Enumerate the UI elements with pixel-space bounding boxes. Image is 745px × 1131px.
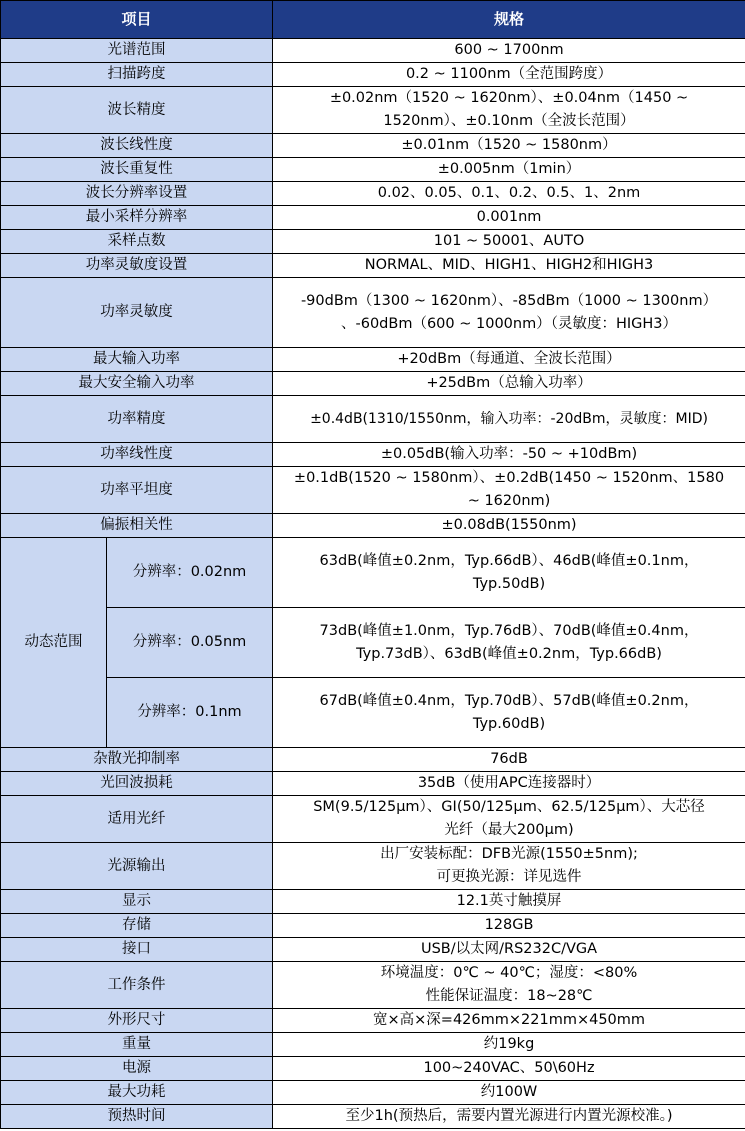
row-value: ±0.4dB(1310/1550nm，输入功率：-20dBm，灵敏度：MID) [273,396,745,443]
sub-label: 分辨率：0.05nm [107,608,273,678]
row-label: 预热时间 [1,1105,273,1129]
table-row [1,1057,745,1081]
row-label: 最大功耗 [1,1081,273,1105]
row-label: 外形尺寸 [1,1009,273,1033]
value-line: 67dB(峰值±0.4nm，Typ.70dB）、57dB(峰值±0.2nm， [319,692,699,709]
table-row [1,254,745,278]
table-row [1,87,745,134]
table-row [1,1009,745,1033]
row-value: 0.02、0.05、0.1、0.2、0.5、1、2nm [273,182,745,206]
row-value [273,278,745,348]
row-label: 电源 [1,1057,273,1081]
value-line: Typ.50dB) [472,575,546,592]
table-row [1,230,745,254]
table-row [1,278,745,348]
row-value: ±0.08dB(1550nm) [273,514,745,538]
table-row [1,748,745,772]
row-value: 600 ~ 1700nm [273,39,745,63]
row-label: 波长分辨率设置 [1,182,273,206]
table-row [1,890,745,914]
table-row [1,467,745,514]
value-line: Typ.73dB）、63dB(峰值±0.2nm，Typ.66dB) [356,645,662,662]
row-value [273,538,745,608]
row-value [273,796,745,843]
row-value: ±0.05dB(输入功率：-50 ~ +10dBm) [273,443,745,467]
value-line: SM(9.5/125μm）、GI(50/125μm、62.5/125μm）、大芯径 [313,799,705,815]
value-line: 73dB(峰值±1.0nm，Typ.76dB）、70dB(峰值±0.4nm， [319,622,699,639]
value-line: -90dBm（1300 ~ 1620nm）、-85dBm（1000 ~ 1300nm） [300,292,718,309]
header-item: 项目 [1,1,273,39]
row-label: 存储 [1,914,273,938]
value-line: 可更换光源：详见选件 [436,869,582,885]
row-value: 76dB [273,748,745,772]
table-row [1,39,745,63]
row-value: 128GB [273,914,745,938]
header-row [1,1,745,39]
row-value: NORMAL、MID、HIGH1、HIGH2和HIGH3 [273,254,745,278]
row-value: 宽×高×深=426mm×221mm×450mm [273,1009,745,1033]
table-row [1,938,745,962]
table-row [1,514,745,538]
table-row [1,608,745,678]
row-label: 光源输出 [1,843,273,890]
row-value: 0.2 ~ 1100nm（全范围跨度） [273,63,745,87]
row-value: +25dBm（总输入功率） [273,372,745,396]
row-label: 最大输入功率 [1,348,273,372]
sub-label: 分辨率：0.02nm [107,538,273,608]
table-row [1,206,745,230]
row-label: 工作条件 [1,962,273,1009]
table-row [1,443,745,467]
table-row [1,372,745,396]
row-value [273,962,745,1009]
row-value: ±0.005nm（1min） [273,158,745,182]
table-row [1,843,745,890]
row-label: 功率灵敏度 [1,278,273,348]
value-line: 光纤（最大200μm) [444,822,574,838]
row-value: USB/以太网/RS232C/VGA [273,938,745,962]
row-value: +20dBm（每通道、全波长范围） [273,348,745,372]
row-label: 波长精度 [1,87,273,134]
row-value: 约100W [273,1081,745,1105]
table-row [1,182,745,206]
row-label: 采样点数 [1,230,273,254]
row-label: 功率精度 [1,396,273,443]
row-label: 波长线性度 [1,134,273,158]
value-line: 、-60dBm（600 ~ 1000nm）（灵敏度：HIGH3） [341,315,678,332]
row-value: ±0.01nm（1520 ~ 1580nm） [273,134,745,158]
row-value: 35dB（使用APC连接器时） [273,772,745,796]
row-value: 12.1英寸触摸屏 [273,890,745,914]
table-row [1,678,745,748]
row-label: 杂散光抑制率 [1,748,273,772]
table-row [1,914,745,938]
row-label: 扫描跨度 [1,63,273,87]
row-label: 功率线性度 [1,443,273,467]
row-value: 101 ~ 50001、AUTO [273,230,745,254]
value-line: 1520nm）、±0.10nm（全波长范围） [383,113,635,129]
row-value [273,467,745,514]
row-value [273,843,745,890]
row-label: 接口 [1,938,273,962]
dynamic-range-label: 动态范围 [1,538,107,748]
value-line: 出厂安装标配：DFB光源(1550±5nm); [380,846,638,862]
row-value: 至少1h(预热后，需要内置光源进行内置光源校准。) [273,1105,745,1129]
value-line: 63dB(峰值±0.2nm，Typ.66dB）、46dB(峰值±0.1nm， [319,552,699,569]
row-value: 100~240VAC、50\60Hz [273,1057,745,1081]
value-line: Typ.60dB) [472,715,546,732]
table-row [1,63,745,87]
value-line: ~ 1620nm) [467,493,551,509]
value-line: ±0.02nm（1520 ~ 1620nm）、±0.04nm（1450 ~ [329,90,689,106]
row-label: 功率平坦度 [1,467,273,514]
row-label: 最大安全输入功率 [1,372,273,396]
row-label: 显示 [1,890,273,914]
row-value [273,87,745,134]
row-value [273,608,745,678]
row-label: 偏振相关性 [1,514,273,538]
value-line: 性能保证温度：18~28℃ [425,988,593,1004]
value-line: 环境温度：0℃ ~ 40℃；湿度：<80% [380,965,638,981]
row-label: 波长重复性 [1,158,273,182]
table-row [1,772,745,796]
row-label: 光回波损耗 [1,772,273,796]
row-label: 重量 [1,1033,273,1057]
table-row [1,1105,745,1129]
table-row [1,1081,745,1105]
table-row [1,1033,745,1057]
row-label: 适用光纤 [1,796,273,843]
row-label: 最小采样分辨率 [1,206,273,230]
table-row [1,348,745,372]
table-row [1,796,745,843]
sub-label: 分辨率：0.1nm [107,678,273,748]
row-label: 光谱范围 [1,39,273,63]
table-row [1,158,745,182]
value-line: ±0.1dB(1520 ~ 1580nm）、±0.2dB(1450 ~ 1520nm、1580 [293,470,725,486]
row-value: 0.001nm [273,206,745,230]
table-row [1,134,745,158]
table-row [1,962,745,1009]
header-spec: 规格 [273,1,745,39]
row-value: 约19kg [273,1033,745,1057]
table-row [1,538,745,608]
table-row [1,396,745,443]
row-value [273,678,745,748]
row-label: 功率灵敏度设置 [1,254,273,278]
